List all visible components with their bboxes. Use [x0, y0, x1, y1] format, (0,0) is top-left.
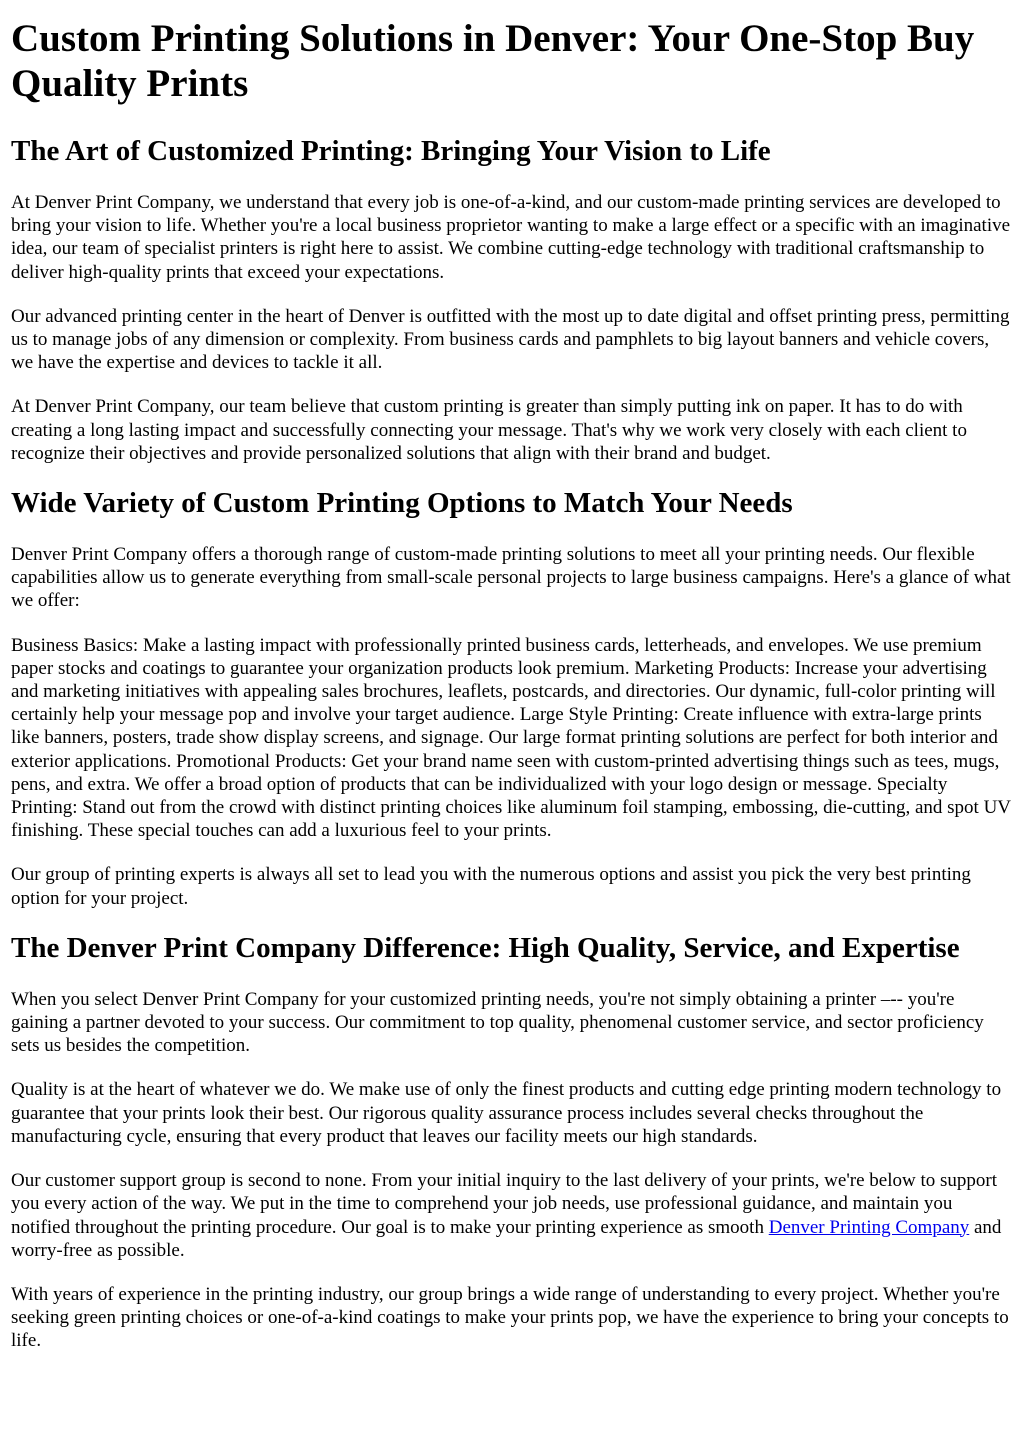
paragraph: Quality is at the heart of whatever we do. We make use of only the finest products and cutting edge printing modern technology to guarantee that your prints look their best. Our rigorous quality assurance process includes several checks throughout the manufacturing cycle, ensuring that every product that leaves our facility meets our high standards. [11, 1079, 1002, 1147]
paragraph: Denver Print Company offers a thorough range of custom-made printing solutions to meet all your printing needs. Our flexible capabilities allow us to generate everything from small-scale personal projects to large business campaigns. Here's a glance of what we offer: [11, 544, 1011, 612]
section-art-of-printing [11, 134, 1013, 465]
paragraph: At Denver Print Company, we understand that every job is one-of-a-kind, and our custom-made printing services are developed to bring your vision to life. Whether you're a local business proprietor wanting to make a large effect or a specific with an imaginative idea, our team of specialist printers is right here to assist. We combine cutting-edge technology with traditional craftsmanship to deliver high-quality prints that exceed your expectations. [11, 192, 1011, 283]
paragraph: Our advanced printing center in the heart of Denver is outfitted with the most up to date digital and offset printing press, permitting us to manage jobs of any dimension or complexity. From business cards and pamphlets to big layout banners and vehicle covers, we have the expertise and devices to tackle it all. [11, 305, 1010, 374]
page-title: Custom Printing Solutions in Denver: Your One-Stop Buy Quality Prints [11, 17, 975, 105]
section-heading: The Art of Customized Printing: Bringing Your Vision to Life [11, 135, 771, 167]
paragraph: Business Basics: Make a lasting impact with professionally printed business cards, letterheads, and envelopes. We use premium paper stocks and coatings to guarantee your organization products look premium. Marketing Products: Increase your advertising and marketing initiatives with appealing sales brochures, leaflets, postcards, and directories. Our dynamic, full-color printing will certainly help your message pop and involve your target audience. Large Style Printing: Create influence with extra-large prints like banners, posters, trade show display screens, and signage. Our large format printing solutions are perfect for both interior and exterior applications. Promotional Products: Get your brand name seen with custom-printed advertising things such as tees, mugs, pens, and extra. We offer a broad option of products that can be individualized with your logo design or message. Specialty Printing: Stand out from the crowd with distinct printing choices like aluminum foil stamping, embossing, die-cutting, and spot UV finishing. These special touches can add a luxurious feel to your prints. [11, 634, 1011, 842]
paragraph-text: and worry-free as possible. [11, 1216, 1002, 1261]
paragraph: When you select Denver Print Company for your customized printing needs, you're not simply obtaining a printer –-- you're gaining a partner devoted to your success. Our commitment to top quality, phenomenal customer service, and sector proficiency sets us besides the competition. [11, 988, 984, 1057]
denver-printing-company-link[interactable]: Denver Printing Company [768, 1216, 970, 1238]
section-printing-options [11, 486, 1013, 910]
paragraph: With years of experience in the printing industry, our group brings a wide range of understanding to every project. Whether you're seeking green printing choices or one-of-a-kind coatings to make your prints pop, we have the experience to bring your concepts to life. [11, 1283, 1009, 1352]
section-company-difference [11, 931, 1013, 1353]
paragraph: At Denver Print Company, our team believe that custom printing is greater than simply putting ink on paper. It has to do with creating a long lasting impact and successfully connecting your message. That's why we work very closely with each client to recognize their objectives and provide personalized solutions that align with their brand and budget. [11, 396, 967, 464]
paragraph: Our group of printing experts is always all set to lead you with the numerous options and assist you pick the very best printing option for your project. [11, 864, 971, 909]
section-heading: Wide Variety of Custom Printing Options to Match Your Needs [11, 487, 793, 520]
section-heading: The Denver Print Company Difference: High Quality, Service, and Expertise [11, 931, 960, 964]
paragraph-text: Our customer support group is second to none. From your initial inquiry to the last delivery of your prints, we're below to support you every action of the way. We put in the time to comprehend your job needs, use professional guidance, and maintain you notified throughout the printing procedure. Our goal is to make your printing experience as smooth [11, 1170, 997, 1238]
paragraph-customer-support [11, 1169, 1013, 1262]
